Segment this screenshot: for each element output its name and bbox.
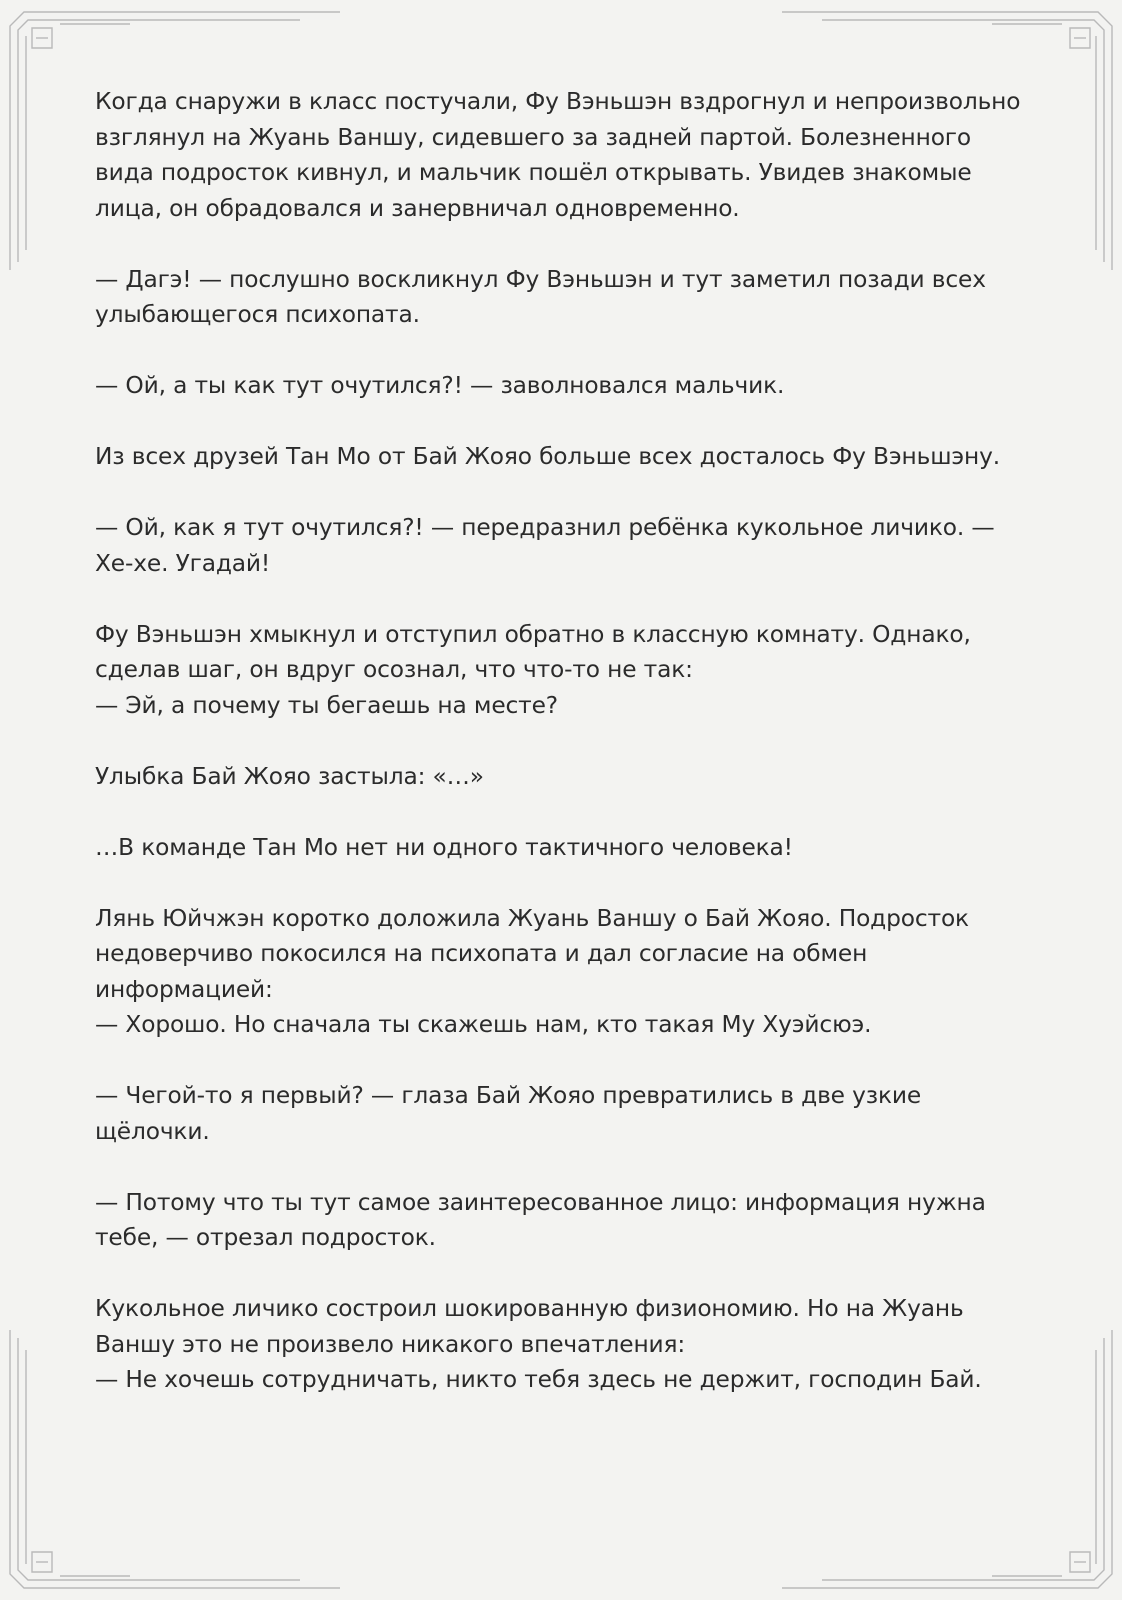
paragraph xyxy=(95,368,1035,404)
text-line: — Ой, как я тут очутился?! — передразнил ребёнка кукольное личико. — Хе-хе. Угадай! xyxy=(95,514,995,577)
paragraph xyxy=(95,617,1035,724)
paragraph xyxy=(95,439,1035,475)
chapter-text xyxy=(95,84,1035,1433)
paragraph xyxy=(95,84,1035,226)
text-line: Лянь Юйчжэн коротко доложила Жуань Ваншу о Бай Жояо. Подросток недоверчиво покосился на психопата и дал согласие на обмен информацией: xyxy=(95,904,969,1003)
paragraph xyxy=(95,830,1035,866)
paragraph xyxy=(95,1291,1035,1398)
text-line: …В команде Тан Мо нет ни одного тактичного человека! xyxy=(95,833,793,861)
paragraph xyxy=(95,901,1035,1043)
text-line: — Чегой-то я первый? — глаза Бай Жояо превратились в две узкие щёлочки. xyxy=(95,1082,922,1145)
dialogue-line: — Хорошо. Но сначала ты скажешь нам, кто такая Му Хуэйсюэ. xyxy=(95,1011,872,1038)
text-line: Из всех друзей Тан Мо от Бай Жояо больше всех досталось Фу Вэньшэну. xyxy=(95,443,1000,470)
text-line: — Дагэ! — послушно воскликнул Фу Вэньшэн и тут заметил позади всех улыбающегося психопата. xyxy=(95,265,986,328)
text-line: Кукольное личико состроил шокированную физиономию. Но на Жуань Ваншу это не произвело никакого впечатления: xyxy=(95,1295,964,1358)
text-line: — Ой, а ты как тут очутился?! — заволновался мальчик. xyxy=(95,372,785,399)
text-line: Улыбка Бай Жояо застыла: «…» xyxy=(95,762,484,790)
paragraph xyxy=(95,1078,1035,1149)
text-line: — Потому что ты тут самое заинтересованное лицо: информация нужна тебе, — отрезал подросток. xyxy=(95,1188,986,1251)
paragraph xyxy=(95,759,1035,795)
text-line: Фу Вэньшэн хмыкнул и отступил обратно в классную комнату. Однако, сделав шаг, он вдруг осознал, что что-то не так: xyxy=(95,620,971,683)
dialogue-line: — Эй, а почему ты бегаешь на месте? xyxy=(95,691,558,719)
paragraph xyxy=(95,1185,1035,1256)
paragraph xyxy=(95,262,1035,333)
paragraph xyxy=(95,510,1035,581)
dialogue-line: — Не хочешь сотрудничать, никто тебя здесь не держит, господин Бай. xyxy=(95,1366,982,1393)
text-line: Когда снаружи в класс постучали, Фу Вэньшэн вздрогнул и непроизвольно взглянул на Жуань Ваншу, сидевшего за задней партой. Болезненного вида подросток кивнул, и мальчик пошёл открывать. Увидев знакомые лица, он обрадовался и занервничал одновременно. xyxy=(95,88,1021,222)
